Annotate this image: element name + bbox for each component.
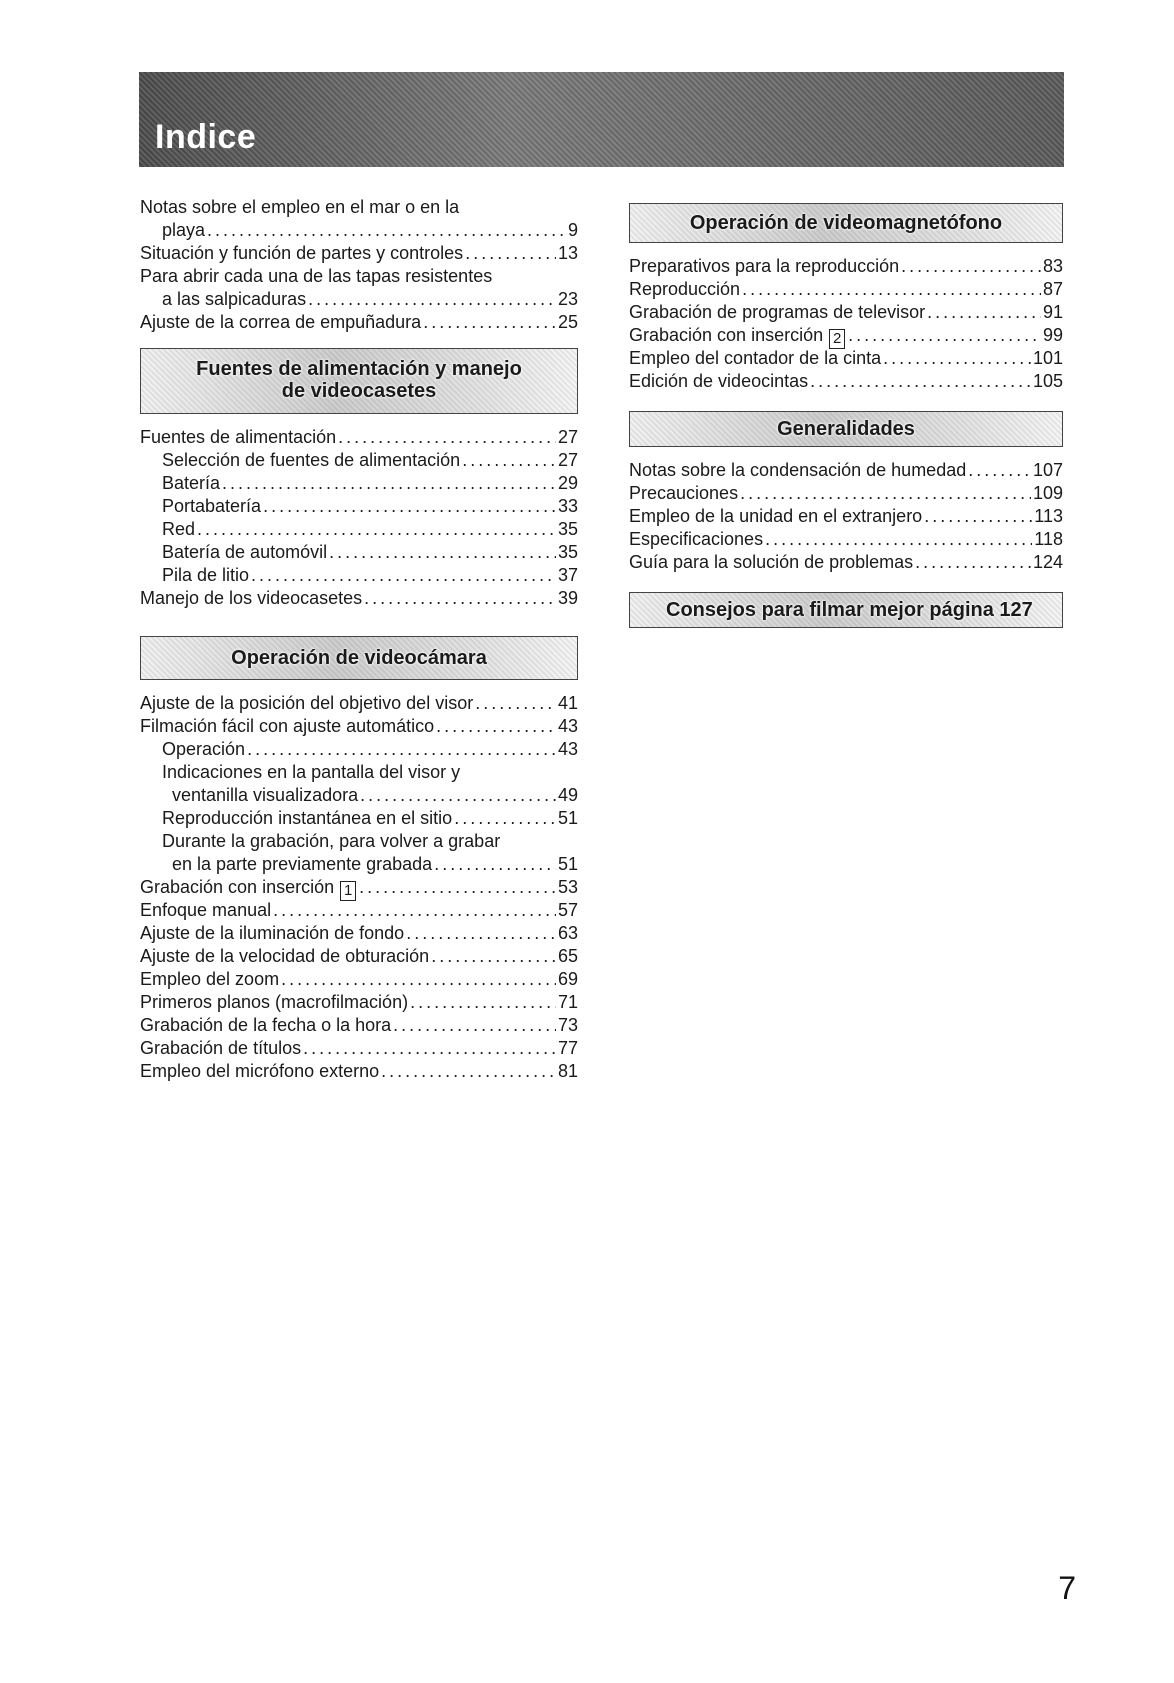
page-ref: 99 <box>1042 325 1063 345</box>
toc-entry[interactable]: Empleo de la unidad en el extranjero ..... 113 <box>629 505 1063 528</box>
toc-entry[interactable]: Manejo de los videocasetes ..... 39 <box>140 587 578 610</box>
page-ref: 9 <box>567 220 578 240</box>
leader-dots <box>359 876 556 899</box>
leader-dots <box>742 278 1041 301</box>
toc-entry-continued[interactable]: playa ..... 9 <box>140 219 578 242</box>
leader-dots <box>883 347 1031 370</box>
page-ref: 105 <box>1032 371 1063 391</box>
toc-subentry[interactable]: Indicaciones en la pantalla del visor y <box>162 762 461 782</box>
page-ref: 37 <box>557 565 578 585</box>
leader-dots <box>263 495 556 518</box>
leader-dots <box>308 288 556 311</box>
toc-subentry-continued[interactable]: ventanilla visualizadora ..... 49 <box>140 784 578 807</box>
page-ref: 65 <box>557 946 578 966</box>
toc-entry[interactable]: Situación y función de partes y controles ..... 13 <box>140 242 578 265</box>
leader-dots <box>968 459 1031 482</box>
section-heading-camera: Operación de videocámara <box>140 636 578 680</box>
page-ref: 83 <box>1042 256 1063 276</box>
page-number: 7 <box>1058 1570 1076 1606</box>
left-column <box>140 196 578 1083</box>
leader-dots <box>434 853 556 876</box>
leader-dots <box>381 1060 556 1083</box>
toc-entry[interactable]: Grabación de programas de televisor ..... 91 <box>629 301 1063 324</box>
page-ref: 43 <box>557 716 578 736</box>
page-ref: 13 <box>557 243 578 263</box>
toc-entry[interactable]: Ajuste de la velocidad de obturación ..... 65 <box>140 945 578 968</box>
leader-dots <box>410 991 556 1014</box>
leader-dots <box>251 564 556 587</box>
right-column <box>629 203 1063 628</box>
insert-number-box: 1 <box>340 881 356 901</box>
leader-dots <box>197 518 556 541</box>
section-heading-power: Fuentes de alimentación y manejo de videocasetes <box>140 348 578 414</box>
leader-dots <box>436 715 556 738</box>
page-ref: 23 <box>557 289 578 309</box>
page-ref: 57 <box>557 900 578 920</box>
page-ref: 35 <box>557 542 578 562</box>
page-ref: 118 <box>1034 529 1063 549</box>
leader-dots <box>915 551 1031 574</box>
leader-dots <box>423 311 556 334</box>
toc-entry[interactable]: Filmación fácil con ajuste automático ..... 43 <box>140 715 578 738</box>
page-ref: 63 <box>557 923 578 943</box>
leader-dots <box>465 242 556 265</box>
toc-entry[interactable]: Grabación con inserción 1 ..... 53 <box>140 876 578 899</box>
toc-entry[interactable]: Notas sobre el empleo en el mar o en la <box>140 197 460 217</box>
leader-dots <box>431 945 556 968</box>
title-banner <box>139 72 1064 167</box>
page-ref: 25 <box>557 312 578 332</box>
toc-entry[interactable]: Ajuste de la correa de empuñadura ..... 25 <box>140 311 578 334</box>
toc-entry[interactable]: Ajuste de la iluminación de fondo ..... 63 <box>140 922 578 945</box>
leader-dots <box>273 899 556 922</box>
leader-dots <box>360 784 556 807</box>
toc-entry[interactable]: Edición de videocintas ..... 105 <box>629 370 1063 393</box>
page-ref: 51 <box>557 854 578 874</box>
page-ref: 27 <box>557 450 578 470</box>
page-ref: 43 <box>557 739 578 759</box>
page-ref: 53 <box>557 877 578 897</box>
section-heading-general: Generalidades <box>629 411 1063 447</box>
toc-entry-continued[interactable]: a las salpicaduras ..... 23 <box>140 288 578 311</box>
leader-dots <box>924 505 1032 528</box>
toc-entry[interactable]: Enfoque manual ..... 57 <box>140 899 578 922</box>
page-ref: 71 <box>557 992 578 1012</box>
toc-entry[interactable]: Empleo del micrófono externo ..... 81 <box>140 1060 578 1083</box>
toc-entry[interactable]: Fuentes de alimentación ..... 27 <box>140 426 578 449</box>
page-ref: 91 <box>1042 302 1063 322</box>
page-ref: 51 <box>557 808 578 828</box>
page-title: Indice <box>155 118 257 156</box>
leader-dots <box>281 968 556 991</box>
page-ref: 87 <box>1042 279 1063 299</box>
toc-subentry[interactable]: Red ..... 35 <box>140 518 578 541</box>
toc-entry[interactable]: Para abrir cada una de las tapas resistentes <box>140 266 493 286</box>
toc-subentry[interactable]: Durante la grabación, para volver a grabar <box>162 831 501 851</box>
page-ref: 107 <box>1032 460 1063 480</box>
toc-entry[interactable]: Precauciones ..... 109 <box>629 482 1063 505</box>
tips-banner[interactable]: Consejos para filmar mejor página 127 <box>629 592 1063 628</box>
leader-dots <box>901 255 1041 278</box>
toc-entry[interactable]: Grabación con inserción 2 ..... 99 <box>629 324 1063 347</box>
toc-subentry[interactable]: Batería ..... 29 <box>140 472 578 495</box>
leader-dots <box>207 219 566 242</box>
leader-dots <box>462 449 556 472</box>
section-heading-vcr: Operación de videomagnetófono <box>629 203 1063 243</box>
page-ref: 69 <box>557 969 578 989</box>
page-ref: 77 <box>557 1038 578 1058</box>
leader-dots <box>740 482 1031 505</box>
page-ref: 33 <box>557 496 578 516</box>
page-ref: 39 <box>557 588 578 608</box>
toc-entry[interactable]: Preparativos para la reproducción ..... 83 <box>629 255 1063 278</box>
leader-dots <box>454 807 556 830</box>
page-ref: 73 <box>557 1015 578 1035</box>
leader-dots <box>303 1037 556 1060</box>
leader-dots <box>406 922 556 945</box>
toc-entry[interactable]: Guía para la solución de problemas ..... 124 <box>629 551 1063 574</box>
toc-entry[interactable]: Reproducción ..... 87 <box>629 278 1063 301</box>
leader-dots <box>810 370 1031 393</box>
toc-subentry[interactable]: Batería de automóvil ..... 35 <box>140 541 578 564</box>
toc-subentry[interactable]: Selección de fuentes de alimentación ..... 27 <box>140 449 578 472</box>
toc-entry[interactable]: Primeros planos (macrofilmación) ..... 71 <box>140 991 578 1014</box>
leader-dots <box>329 541 556 564</box>
page-ref: 109 <box>1032 483 1063 503</box>
page-ref: 124 <box>1032 552 1063 572</box>
toc-subentry-continued[interactable]: en la parte previamente grabada ..... 51 <box>140 853 578 876</box>
page-ref: 113 <box>1034 506 1063 526</box>
leader-dots <box>848 324 1041 347</box>
leader-dots <box>765 528 1032 551</box>
leader-dots <box>364 587 556 610</box>
insert-number-box: 2 <box>829 329 845 349</box>
page-ref: 41 <box>557 693 578 713</box>
page-ref: 81 <box>557 1061 578 1081</box>
toc-entry[interactable]: Grabación de la fecha o la hora ..... 73 <box>140 1014 578 1037</box>
toc-entry[interactable]: Empleo del contador de la cinta ..... 101 <box>629 347 1063 370</box>
leader-dots <box>475 692 556 715</box>
page-ref: 49 <box>557 785 578 805</box>
page-ref: 101 <box>1032 348 1063 368</box>
toc-subentry[interactable]: Operación ..... 43 <box>140 738 578 761</box>
leader-dots <box>393 1014 556 1037</box>
toc-entry[interactable]: Especificaciones ..... 118 <box>629 528 1063 551</box>
page-ref: 29 <box>557 473 578 493</box>
leader-dots <box>222 472 556 495</box>
toc-entry[interactable]: Grabación de títulos ..... 77 <box>140 1037 578 1060</box>
leader-dots <box>927 301 1041 324</box>
leader-dots <box>338 426 556 449</box>
page-ref: 27 <box>557 427 578 447</box>
toc-entry[interactable]: Notas sobre la condensación de humedad ..... 107 <box>629 459 1063 482</box>
page-ref: 35 <box>557 519 578 539</box>
leader-dots <box>247 738 556 761</box>
toc-entry[interactable]: Empleo del zoom ..... 69 <box>140 968 578 991</box>
toc-subentry[interactable]: Portabatería ..... 33 <box>140 495 578 518</box>
toc-subentry[interactable]: Reproducción instantánea en el sitio ..... 51 <box>140 807 578 830</box>
toc-subentry[interactable]: Pila de litio ..... 37 <box>140 564 578 587</box>
toc-entry[interactable]: Ajuste de la posición del objetivo del visor ..... 41 <box>140 692 578 715</box>
